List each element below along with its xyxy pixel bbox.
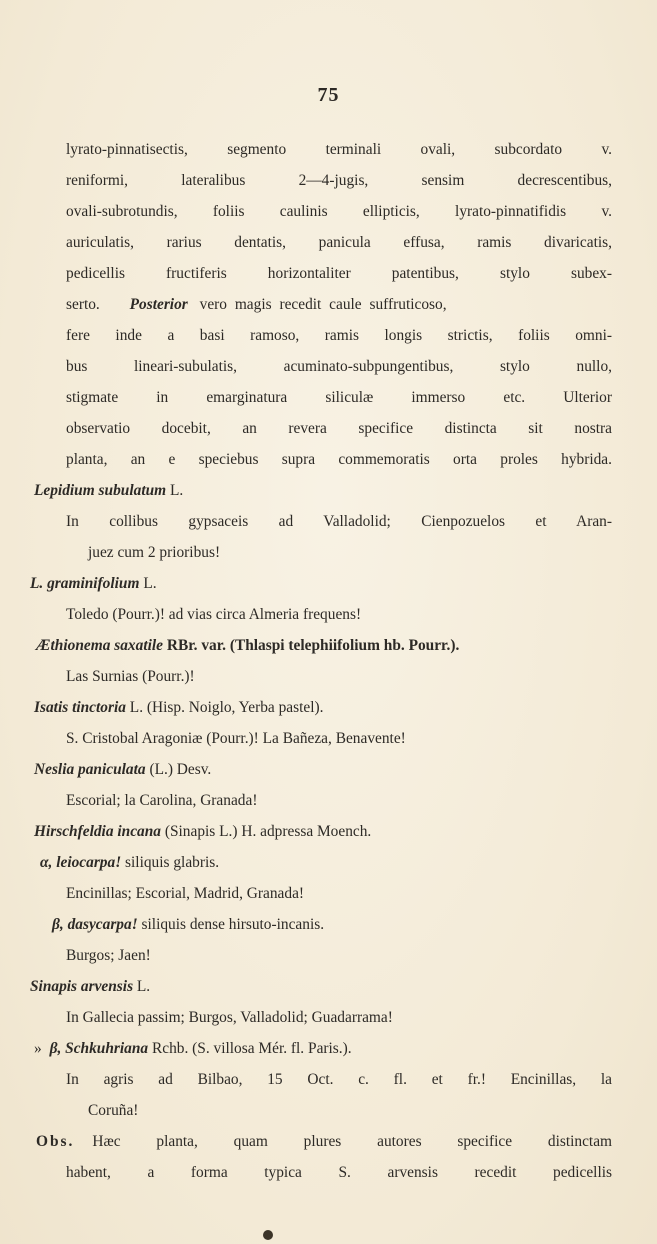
locality-line: In Gallecia passim; Burgos, Valladolid; Guadarrama! <box>66 1009 393 1026</box>
species-name: L. graminifolium <box>30 575 140 592</box>
species-heading <box>34 698 323 718</box>
locality-line: Burgos; Jaen! <box>66 947 151 964</box>
variety-description: Rchb. (S. villosa Mér. fl. Paris.). <box>148 1040 352 1057</box>
species-heading <box>30 574 157 594</box>
page-number: 75 <box>317 84 340 106</box>
locality-line: Las Surnias (Pourr.)! <box>66 668 195 685</box>
variety-description: siliquis glabris. <box>121 854 220 871</box>
species-name: Sinapis arvensis <box>30 978 134 995</box>
species-authority: (L.) Desv. <box>145 761 212 778</box>
body-line: observatio docebit, an revera specifice distincta sit nostra <box>66 420 612 437</box>
variety-marker: » <box>34 1040 42 1057</box>
body-line <box>66 295 447 315</box>
locality-line: Coruña! <box>88 1102 139 1119</box>
species-heading <box>30 977 150 997</box>
variety-line <box>40 853 219 873</box>
body-line: bus lineari-subulatis, acuminato-subpungentibus, stylo nullo, <box>66 358 612 375</box>
species-heading <box>34 760 211 780</box>
species-heading <box>36 636 459 656</box>
species-authority: L. <box>133 978 151 995</box>
body-line: pedicellis fructiferis horizontaliter patentibus, stylo subex- <box>66 265 612 282</box>
locality-line: Toledo (Pourr.)! ad vias circa Almeria frequens! <box>66 606 362 623</box>
observation-line <box>36 1132 612 1152</box>
variety-line <box>34 1039 352 1059</box>
species-authority: RBr. var. (Thlaspi telephiifolium hb. Pourr.). <box>162 637 460 654</box>
obs-label: Obs. <box>36 1133 75 1150</box>
body-text: vero magis recedit caule suffruticoso, <box>199 296 447 313</box>
variety-name: β, dasycarpa! <box>52 916 138 933</box>
body-line: lyrato-pinnatisectis, segmento terminali ovali, subcordato v. <box>66 141 612 158</box>
body-line: auriculatis, rarius dentatis, panicula effusa, ramis divaricatis, <box>66 234 612 251</box>
locality-line: juez cum 2 prioribus! <box>88 544 221 561</box>
body-line: fere inde a basi ramoso, ramis longis strictis, foliis omni- <box>66 327 612 344</box>
variety-description: siliquis dense hirsuto-incanis. <box>137 916 325 933</box>
obs-text: Hæc planta, quam plures autores specifice distinctam <box>92 1133 612 1150</box>
species-name: Lepidium subulatum <box>34 482 167 499</box>
species-authority: L. (Hisp. Noiglo, Yerba pastel). <box>125 699 324 716</box>
species-name: Isatis tinctoria <box>34 699 126 716</box>
body-line: ovali-subrotundis, foliis caulinis ellipticis, lyrato-pinnatifidis v. <box>66 203 612 220</box>
species-authority: L. <box>166 482 184 499</box>
locality-line: Escorial; la Carolina, Granada! <box>66 792 258 809</box>
species-authority: (Sinapis L.) H. adpressa Moench. <box>160 823 372 840</box>
species-name: Hirschfeldia incana <box>34 823 161 840</box>
species-heading <box>34 481 183 501</box>
variety-name: α, leiocarpa! <box>40 854 122 871</box>
locality-line: In agris ad Bilbao, 15 Oct. c. fl. et fr.! Encinillas, la <box>66 1071 612 1088</box>
observation-line: habent, a forma typica S. arvensis recedit pedicellis <box>66 1164 612 1181</box>
body-text: serto. <box>66 296 100 313</box>
species-authority: L. <box>139 575 157 592</box>
page-mark <box>263 1230 273 1240</box>
body-line: stigmate in emarginatura siliculæ immerso etc. Ulterior <box>66 389 612 406</box>
locality-line: S. Cristobal Aragoniæ (Pourr.)! La Bañeza, Benavente! <box>66 730 406 747</box>
locality-line: Encinillas; Escorial, Madrid, Granada! <box>66 885 305 902</box>
species-name: Neslia paniculata <box>34 761 146 778</box>
emphasis-text: Posterior <box>129 296 188 313</box>
variety-line <box>52 915 324 935</box>
species-name: Æthionema saxatile <box>36 637 163 654</box>
body-line: reniformi, lateralibus 2—4-jugis, sensim decrescentibus, <box>66 172 612 189</box>
locality-line: In collibus gypsaceis ad Valladolid; Cienpozuelos et Aran- <box>66 513 612 530</box>
species-heading <box>34 822 371 842</box>
body-line: planta, an e speciebus supra commemoratis orta proles hybrida. <box>66 451 612 468</box>
variety-name: β, Schkuhriana <box>49 1040 149 1057</box>
